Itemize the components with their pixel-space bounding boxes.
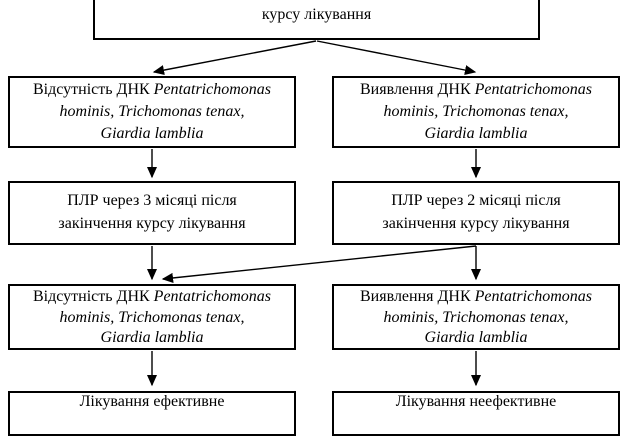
box-pcr-2-months (332, 181, 620, 245)
dna-absent-2-line2: hominis, Trichomonas tenax, (59, 308, 245, 326)
dna-absent-1-line3: Giardia lamblia (100, 125, 204, 142)
dna-absent-2-line1: Відсутність ДНК Pentatrichomonas (32, 288, 271, 305)
dna-absent-1-line1: Відсутність ДНК Pentatrichomonas (32, 81, 271, 98)
pcr-3-months-line1: ПЛР через 3 місяці після (67, 192, 237, 209)
dna-absent-1-line2: hominis, Trichomonas tenax, (59, 103, 245, 120)
pcr-2-months-line2: закінчення курсу лікування (382, 215, 570, 232)
pcr-1-month-line2: курсу лікування (261, 6, 372, 23)
box-dna-detected-2 (332, 284, 620, 350)
box-pcr-3-months (8, 181, 296, 245)
dna-detected-1-line2: hominis, Trichomonas tenax, (383, 103, 569, 120)
dna-detected-1-line3: Giardia lamblia (424, 125, 528, 142)
dna-detected-1-line1: Виявлення ДНК Pentatrichomonas (360, 81, 592, 98)
pcr-3-months-line2: закінчення курсу лікування (58, 215, 246, 232)
treatment-effective-label: Лікування ефективне (79, 393, 225, 410)
box-dna-absent-2 (8, 284, 296, 350)
dna-detected-2-line2: hominis, Trichomonas tenax, (383, 308, 569, 326)
dna-detected-2-line1: Виявлення ДНК Pentatrichomonas (360, 288, 592, 305)
dna-detected-2-line3: Giardia lamblia (424, 329, 528, 346)
dna-absent-2-line3: Giardia lamblia (100, 329, 204, 346)
box-treatment-ineffective (332, 391, 620, 436)
box-dna-absent-1 (8, 76, 296, 148)
pcr-2-months-line1: ПЛР через 2 місяці після (391, 192, 561, 209)
box-treatment-effective (8, 391, 296, 436)
treatment-ineffective-label: Лікування неефективне (395, 393, 557, 410)
box-pcr-1-month (93, 0, 540, 40)
box-dna-detected-1 (332, 76, 620, 148)
arrow-pcr2-to-absent2-diagonal (163, 246, 476, 279)
arrow-top-to-detected1 (317, 41, 475, 72)
arrow-top-to-absent1 (154, 41, 316, 72)
